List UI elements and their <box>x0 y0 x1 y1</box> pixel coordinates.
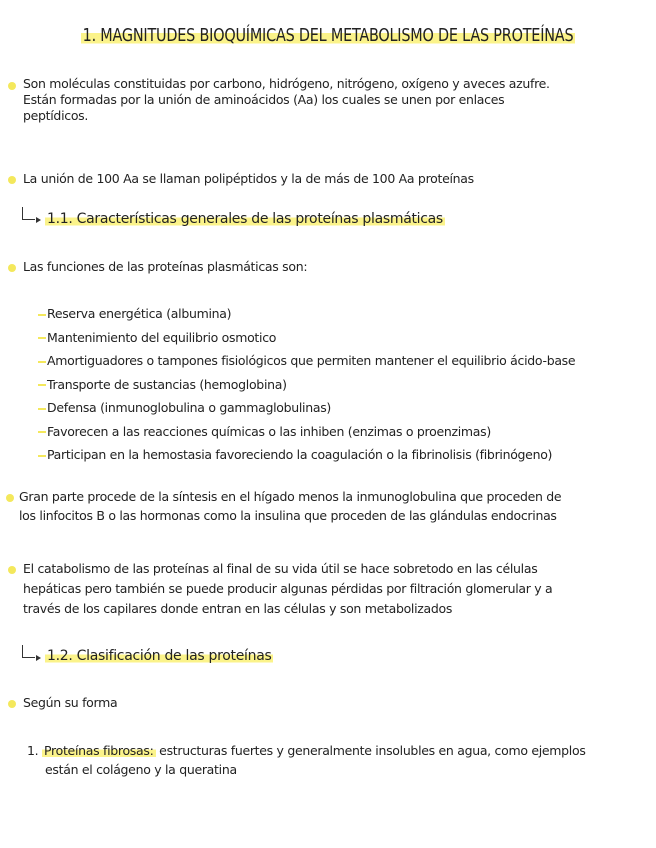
list-item-text: Reserva energética (albumina) <box>47 306 232 321</box>
paragraph-functions-intro: Las funciones de las proteínas plasmáticas son: <box>23 259 308 274</box>
item-description: estructuras fuertes y generalmente insolubles en agua, como ejemplos <box>155 743 586 758</box>
dash-marker <box>38 361 46 363</box>
page-title <box>0 24 656 45</box>
paragraph-polypeptides: La unión de 100 Aa se llaman polipéptidos y la de más de 100 Aa proteínas <box>23 171 474 186</box>
bullet-dot <box>8 82 16 90</box>
arrow-icon <box>22 645 35 658</box>
item-description-line2: están el colágeno y la queratina <box>45 762 237 777</box>
list-item <box>38 353 575 377</box>
paragraph-composition <box>23 76 550 124</box>
bullet-dot <box>8 566 16 574</box>
list-item-text: Mantenimiento del equilibrio osmotico <box>47 329 277 345</box>
list-item <box>38 400 575 424</box>
list-item-text: Favorecen a las reacciones químicas o las inhiben (enzimas o proenzimas) <box>47 423 491 439</box>
list-item-text: Defensa (inmunoglobulina o gammaglobulinas) <box>47 400 331 415</box>
list-item <box>38 330 575 354</box>
list-item <box>38 424 575 448</box>
paragraph-line: El catabolismo de las proteínas al final de su vida útil se hace sobretodo en las células <box>23 561 538 576</box>
dash-marker <box>38 455 46 457</box>
paragraph-line: Gran parte procede de la síntesis en el hígado menos la inmunoglobulina que proceden de <box>19 489 562 504</box>
dash-marker <box>38 314 46 316</box>
functions-list <box>38 306 575 471</box>
list-item <box>38 377 575 401</box>
paragraph-line: Están formadas por la unión de aminoácidos (Aa) los cuales se unen por enlaces <box>23 92 505 107</box>
list-item <box>38 447 575 471</box>
section-heading-text: 1.2. Clasificación de las proteínas <box>47 648 272 664</box>
list-item <box>38 306 575 330</box>
bullet-dot <box>8 176 16 184</box>
bullet-dot <box>8 264 16 272</box>
arrow-icon <box>22 207 35 220</box>
item-term: Proteínas fibrosas: <box>44 743 154 758</box>
section-heading-1-2 <box>45 648 273 664</box>
paragraph-by-shape: Según su forma <box>23 695 118 710</box>
section-heading-1-1 <box>45 211 445 227</box>
dash-marker <box>38 431 46 433</box>
paragraph-catabolism <box>23 561 552 617</box>
dash-marker <box>38 337 46 339</box>
dash-marker <box>38 408 46 410</box>
dash-marker <box>38 384 46 386</box>
list-item-text: Participan en la hemostasia favoreciendo la coagulación o la fibrinolisis (fibrinógeno) <box>47 447 553 462</box>
paragraph-line: peptídicos. <box>23 108 89 123</box>
numbered-item-fibrous <box>27 743 586 778</box>
paragraph-synthesis <box>19 489 561 524</box>
bullet-dot <box>6 494 14 502</box>
paragraph-line: los linfocitos B o las hormonas como la insulina que proceden de las glándulas endocrinas <box>19 508 557 523</box>
item-number: 1. <box>27 743 39 758</box>
paragraph-line: través de los capilares donde entran en las células y son metabolizados <box>23 601 453 616</box>
paragraph-line: hepáticas pero también se puede producir algunas pérdidas por filtración glomerular y a <box>23 581 553 596</box>
page-title-text: 1. MAGNITUDES BIOQUÍMICAS DEL METABOLISMO DE LAS PROTEÍNAS <box>82 24 574 46</box>
section-heading-text: 1.1. Características generales de las proteínas plasmáticas <box>47 211 443 227</box>
list-item-text: Transporte de sustancias (hemoglobina) <box>47 376 287 392</box>
bullet-dot <box>8 700 16 708</box>
list-item-text: Amortiguadores o tampones fisiológicos que permiten mantener el equilibrio ácido-base <box>47 353 576 368</box>
paragraph-line: Son moléculas constituidas por carbono, hidrógeno, nitrógeno, oxígeno y aveces azufre. <box>23 76 550 91</box>
